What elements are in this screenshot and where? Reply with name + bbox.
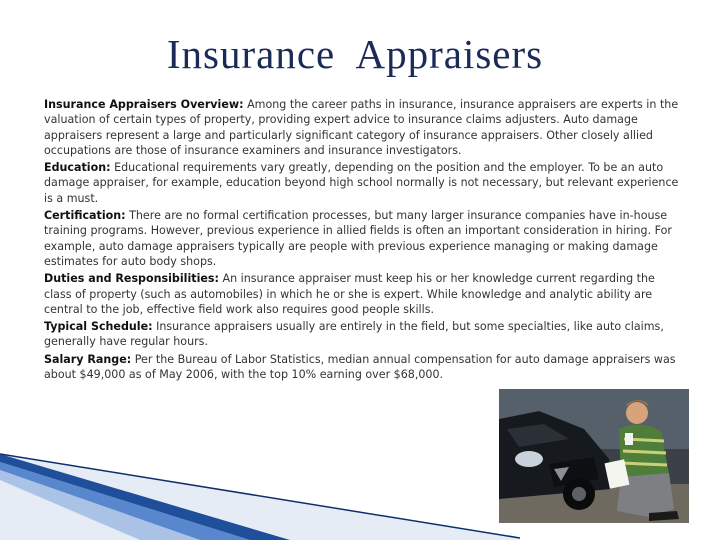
appraiser-photo <box>499 389 689 523</box>
duties-text: An insurance appraiser must keep his or her knowledge current regarding the class of property (such as automobiles) in which he or she is expert. While knowledge and analytic ability are central to the job, effective field work also requires good people skills. <box>44 272 655 316</box>
paragraph-schedule <box>44 319 684 350</box>
person-head <box>626 402 648 424</box>
person-phone-hand <box>625 433 633 445</box>
duties-heading: Duties and Responsibilities: <box>44 272 219 286</box>
car-hubcap <box>572 487 586 501</box>
slide-title: Insurance Appraisers <box>166 31 544 77</box>
overview-text: Among the career paths in insurance, insurance appraisers are experts in the valuation of certain types of property, providing expert advice to insurance claims adjusters. Auto damage appraisers represent a large and particularly significant category of insurance appraisers. Other closely allied occupations are those of insurance examiners and insurance investigators. <box>44 98 679 157</box>
schedule-heading: Typical Schedule: <box>44 320 153 334</box>
decorative-swoosh <box>0 440 520 540</box>
certification-heading: Certification: <box>44 209 126 223</box>
salary-text: Per the Bureau of Labor Statistics, median annual compensation for auto damage appraisers was about $49,000 as of May 2006, with the top 10% earning over $68,000. <box>44 352 676 382</box>
car-headlight <box>515 451 543 467</box>
paragraph-education <box>44 160 684 206</box>
appraiser-photo-illustration <box>499 389 689 523</box>
salary-heading: Salary Range: <box>44 352 132 366</box>
schedule-text: Insurance appraisers usually are entirely in the field, but some specialties, like auto claims, generally have regular hours. <box>44 320 664 349</box>
slide-content <box>44 97 684 384</box>
paragraph-certification <box>44 208 684 269</box>
paragraph-duties <box>44 271 684 317</box>
certification-text: There are no formal certification processes, but many larger insurance companies have in-house training programs. However, previous experience in allied fields is often an important consideration in hiring. For example, auto damage appraisers typically are people with previous experience managing or making damage estimates for auto body shops. <box>44 209 672 268</box>
paragraph-overview <box>44 97 684 158</box>
education-text: Educational requirements vary greatly, depending on the position and the employer. To be an auto damage appraiser, for example, education beyond high school normally is not necessary, but relevant experience is a must. <box>44 161 679 205</box>
education-heading: Education: <box>44 161 111 175</box>
overview-heading: Insurance Appraisers Overview: <box>44 98 244 111</box>
paragraph-salary <box>44 352 684 383</box>
